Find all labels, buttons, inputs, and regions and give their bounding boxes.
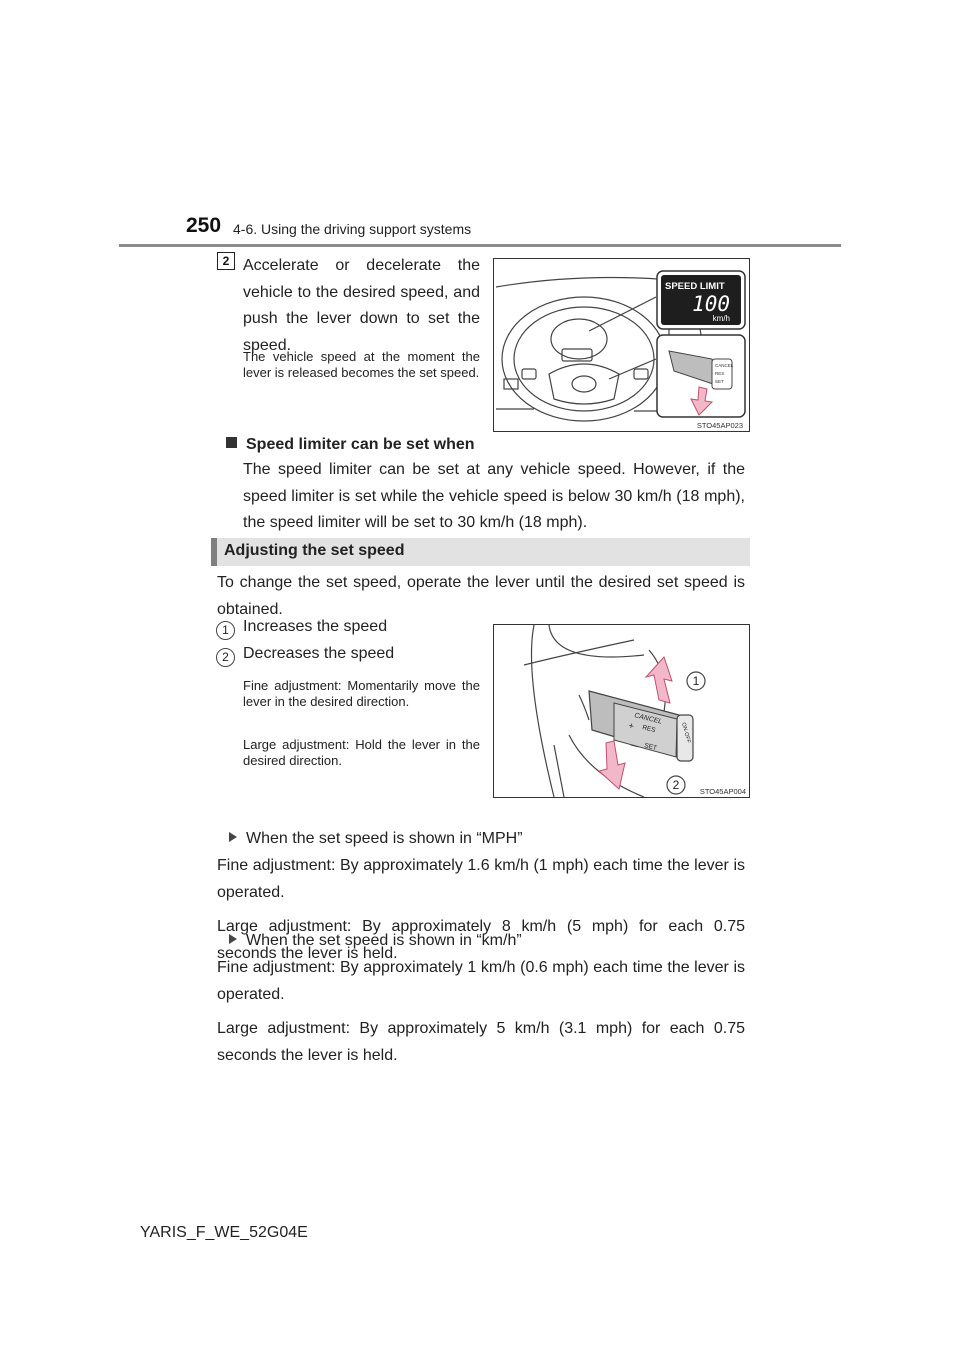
mph-fine-adjustment: Fine adjustment: By approximately 1.6 km/h (1 mph) each time the lever is operated. — [217, 857, 745, 901]
condition-heading — [226, 436, 475, 454]
condition-text: The speed limiter can be set at any vehicle speed. However, if the speed limiter is set while the vehicle speed is below 30 km/h (18 mph), the speed limiter will be set to 30 km/h (18 mph). — [243, 461, 745, 531]
heading-accent — [211, 538, 217, 566]
kmh-heading — [229, 932, 522, 950]
step-badge: 2 — [217, 252, 235, 270]
square-bullet-icon — [226, 437, 237, 448]
step-instruction: Accelerate or decelerate the vehicle to the desired speed, and push the lever down to set the speed. — [243, 257, 480, 354]
callout-2: 2 — [672, 778, 680, 792]
lever-illustration — [494, 625, 749, 797]
kmh-fine-adjustment: Fine adjustment: By approximately 1 km/h (0.6 mph) each time the lever is operated. — [217, 959, 745, 1003]
mph-heading-text: When the set speed is shown in “MPH” — [246, 830, 523, 847]
lever-cancel-label: CANCEL — [633, 712, 663, 726]
page-number: 250 — [186, 214, 222, 237]
lever-label-set: SET — [715, 379, 724, 384]
section-heading: Adjusting the set speed — [224, 542, 405, 559]
steering-wheel-illustration — [494, 259, 749, 431]
triangle-bullet-icon — [229, 934, 237, 944]
condition-heading-text: Speed limiter can be set when — [246, 436, 475, 453]
adjust-intro: To change the set speed, operate the lever until the desired set speed is obtained. — [217, 574, 745, 618]
up-arrow-icon — [646, 657, 672, 703]
item-label: Decreases the speed — [243, 645, 395, 662]
lever-res-label: RES — [641, 724, 657, 735]
speed-limit-title: SPEED LIMIT — [665, 281, 725, 292]
lever-set-label: SET — [643, 742, 658, 753]
lever-label-cancel: CANCEL — [715, 363, 734, 368]
fine-adjustment-note: Fine adjustment: Momentarily move the lever in the desired direction. — [243, 678, 480, 709]
large-adjustment-note: Large adjustment: Hold the lever in the desired direction. — [243, 737, 480, 768]
lever-figure — [493, 624, 750, 798]
mph-large-adjustment: Large adjustment: By approximately 8 km/h (5 mph) for each 0.75 seconds the lever is held. — [217, 918, 745, 962]
lever-label-res: RES — [715, 371, 725, 376]
section-title: 4-6. Using the driving support systems — [233, 221, 472, 237]
lever-minus-label: — — [629, 740, 640, 751]
kmh-heading-text: When the set speed is shown in “km/h” — [246, 932, 522, 949]
document-code: YARIS_F_WE_52G04E — [140, 1224, 308, 1241]
callout-number: 1 — [216, 621, 235, 640]
speed-limit-unit: km/h — [712, 314, 730, 323]
down-arrow-icon — [599, 741, 625, 789]
speed-limit-value: 100 — [692, 292, 730, 316]
steering-wheel-figure — [493, 258, 750, 432]
kmh-large-adjustment: Large adjustment: By approximately 5 km/h (3.1 mph) for each 0.75 seconds the lever is held. — [217, 1020, 745, 1064]
figure-code: STO45AP023 — [696, 421, 743, 430]
step-note: The vehicle speed at the moment the lever is released becomes the set speed. — [243, 349, 480, 380]
callout-1: 1 — [692, 674, 700, 688]
section-heading-bar — [211, 538, 750, 566]
item-label: Increases the speed — [243, 618, 388, 635]
kmh-text — [217, 955, 745, 1069]
lever-plus-label: + — [627, 720, 636, 732]
header-rule — [119, 244, 841, 247]
figure-code: STO45AP004 — [699, 787, 746, 796]
lever-on-off-label: ON·OFF — [680, 721, 692, 744]
callout-number: 2 — [216, 648, 235, 667]
